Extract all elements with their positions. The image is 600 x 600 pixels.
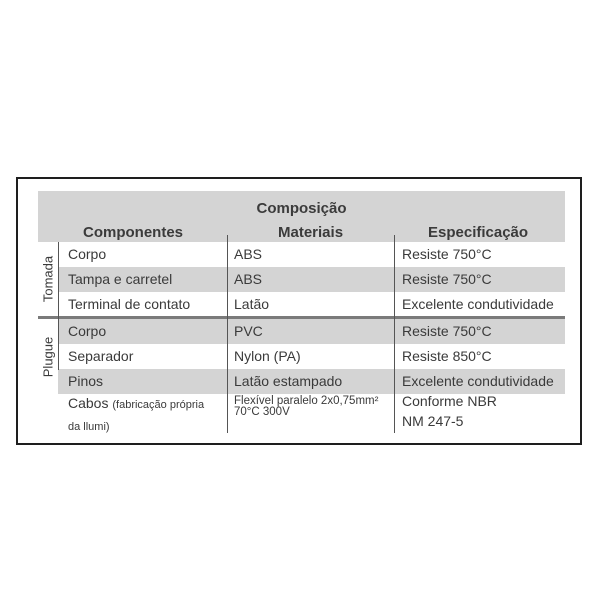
cell-especificacao: Resiste 850°C	[402, 348, 492, 364]
cell-componente: Corpo	[68, 323, 107, 339]
cell-especificacao: Excelente condutividade	[402, 373, 554, 389]
column-separator	[227, 235, 228, 433]
group-label-plugue-text: Plugue	[40, 336, 56, 377]
cell-material: Nylon (PA)	[234, 348, 301, 364]
table-header	[38, 191, 565, 242]
cell-componente: Separador	[68, 348, 134, 364]
header-materiais: Materiais	[278, 224, 344, 241]
cabos-material	[234, 396, 394, 418]
cell-material: Latão	[234, 296, 270, 312]
cell-material: ABS	[234, 271, 263, 287]
cell-componente: Tampa e carretel	[68, 271, 173, 287]
cell-material: Latão estampado	[234, 373, 343, 389]
table-title: Composição	[256, 200, 347, 217]
cell-material: PVC	[234, 323, 263, 339]
cell-componente: Corpo	[68, 246, 107, 262]
table-row	[58, 242, 565, 267]
cabos-material-line-2: 70°C 300V	[234, 406, 290, 418]
table-row	[58, 292, 565, 317]
table-row	[58, 267, 565, 292]
group-label-plugue	[38, 319, 58, 394]
table-row	[58, 344, 565, 369]
cell-especificacao: Resiste 750°C	[402, 246, 492, 262]
group-separator	[58, 242, 59, 370]
cabos-especificacao	[402, 391, 562, 431]
group-label-tomada-text: Tomada	[40, 255, 56, 303]
header-especificacao: Especificação	[428, 224, 529, 241]
cell-especificacao: Resiste 750°C	[402, 271, 492, 287]
table-row	[58, 319, 565, 344]
cabos-componente	[68, 393, 238, 437]
composition-table	[38, 191, 565, 439]
header-componentes: Componentes	[83, 224, 184, 241]
cell-especificacao: Resiste 750°C	[402, 323, 492, 339]
cell-componente: Terminal de contato	[68, 296, 191, 312]
cabos-material-line-1: Flexível paralelo 2x0,75mm²	[234, 395, 379, 407]
cabos-note-1: (fabricação própria	[112, 399, 205, 411]
cell-componente: Pinos	[68, 373, 104, 389]
column-separator	[394, 235, 395, 433]
cabos-spec-line-1: Conforme NBR	[402, 393, 497, 409]
cell-especificacao: Excelente condutividade	[402, 296, 554, 312]
cabos-label: Cabos	[68, 395, 109, 411]
cabos-spec-line-2: NM 247-5	[402, 413, 464, 429]
group-label-tomada	[38, 242, 58, 316]
cell-material: ABS	[234, 246, 263, 262]
cabos-note-2: da llumi)	[68, 421, 110, 433]
